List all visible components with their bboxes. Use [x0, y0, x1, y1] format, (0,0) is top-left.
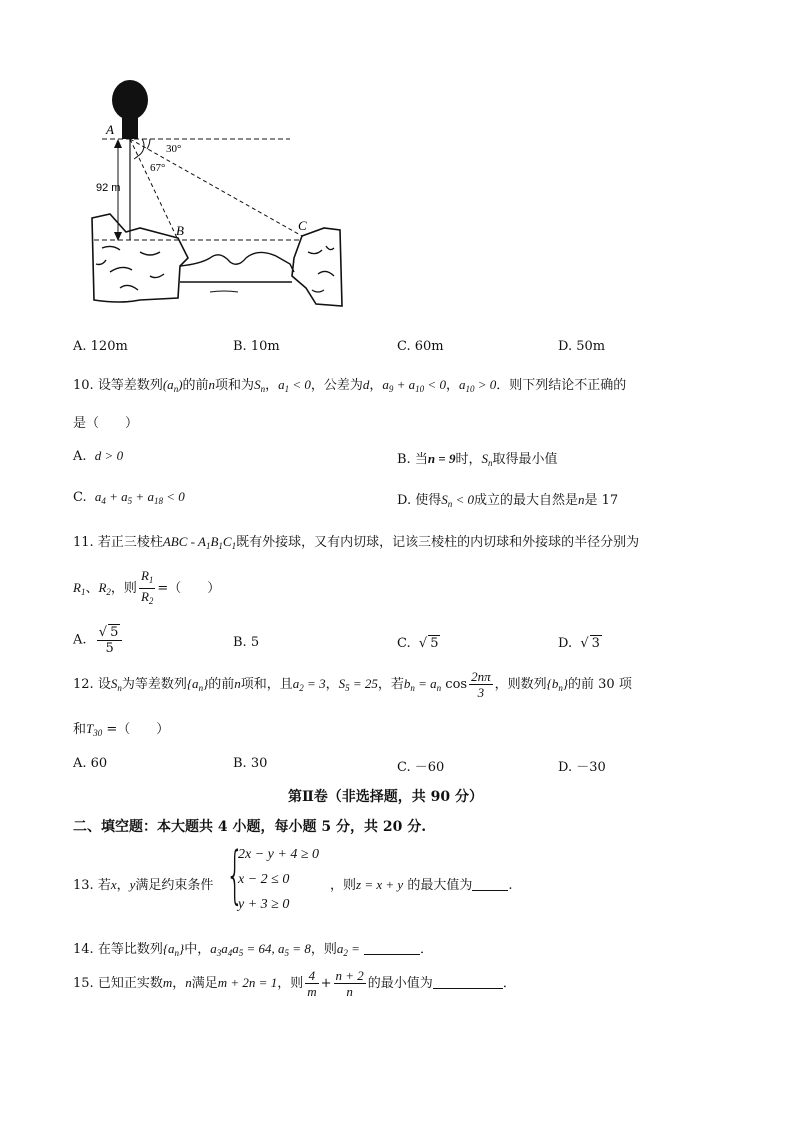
- q12-stem: 12. 设$S_n$为等差数列$\{a_n\}$的前n项和，且$a_2 = 3$，$S_5 = 25$，若$b_n = a_n$ cos $\frac{2n\pi}{3}$ ，则数列$\{b_n\}$的前 30 项: [73, 669, 632, 700]
- label-C: C: [298, 218, 307, 233]
- label-B: B: [176, 223, 184, 238]
- q10-stem-tail: 是（ ）: [73, 416, 139, 431]
- q9-option-c: C. 60m: [397, 339, 444, 354]
- section2-title: 第Ⅱ卷（非选择题，共 90 分）: [288, 789, 484, 805]
- q10-stem: 10. 设等差数列$(a_n)$的前n项和为$S_n$，$a_1 < 0$，公差为d，$a_9 + a_{10} < 0$，$a_{10} > 0$．则下列结论不正确的: [73, 377, 627, 394]
- q10-option-b: B. 当n = 9时，$S_n$取得最小值: [397, 451, 558, 468]
- observer-head: [112, 80, 148, 120]
- label-A: A: [106, 122, 114, 137]
- angle-67: 67°: [150, 162, 166, 174]
- right-cliff: [292, 228, 342, 306]
- height-label: 92 m: [96, 182, 121, 194]
- q9-option-b: B. 10m: [233, 339, 280, 354]
- cliff-figure: [80, 78, 380, 318]
- q9-option-d: D. 50m: [558, 339, 606, 354]
- left-cliff: [92, 214, 188, 302]
- q11-option-b: B. 5: [233, 635, 260, 650]
- q12-option-b: B. 30: [233, 756, 268, 771]
- q12-stem-line2: 和$T_{30}$ =（ ）: [73, 721, 170, 738]
- q11-option-d: D. √ 3: [558, 636, 600, 651]
- q14-stem: 14. 在等比数列$\{a_n\}$中，$a_3a_4a_5 = 64$, $a_5 = 8$，则$a_2$ = ．: [73, 941, 434, 958]
- q9-option-a: A. 120m: [73, 339, 128, 354]
- q10-option-d: D. 使得$S_n < 0$成立的最大自然是n是 17: [397, 492, 619, 509]
- q11-option-a: A. $\frac{√ 5}{5}$: [73, 624, 124, 656]
- q11-stem-line2: $R_1$、$R_2$，则 $\frac{R_1}{R_2}$ =（ ）: [73, 568, 221, 606]
- q12-option-d: D. －30: [558, 760, 606, 775]
- q12-option-c: C. －60: [397, 760, 445, 775]
- observer-body: [122, 116, 138, 139]
- q11-stem: 11. 若正三棱柱ABC - $A_1B_1C_1$既有外接球，又有内切球，记该三棱柱的内切球和外接球的半径分别为: [73, 534, 640, 551]
- q11-option-c: C. √ 5: [397, 636, 439, 651]
- q15-stem: 15. 已知正实数m，n满足m + 2n = 1，则 $\frac{4}{m}$ + $\frac{n + 2}{n}$ 的最小值为 ．: [73, 968, 516, 999]
- q12-option-a: A. 60: [73, 756, 108, 771]
- section2-heading: 二、填空题：本大题共 4 小题，每小题 5 分，共 20 分.: [73, 819, 427, 835]
- q10-option-c: C. $a_4 + a_5 + a_{18} < 0$: [73, 489, 185, 506]
- q10-option-a: A. d > 0: [73, 448, 124, 464]
- q13-stem-tail: ，则z = x + y 的最大值为 .: [330, 877, 513, 893]
- q13-stem: 13. 若x，y满足约束条件: [73, 877, 214, 893]
- angle-30: 30°: [166, 143, 182, 155]
